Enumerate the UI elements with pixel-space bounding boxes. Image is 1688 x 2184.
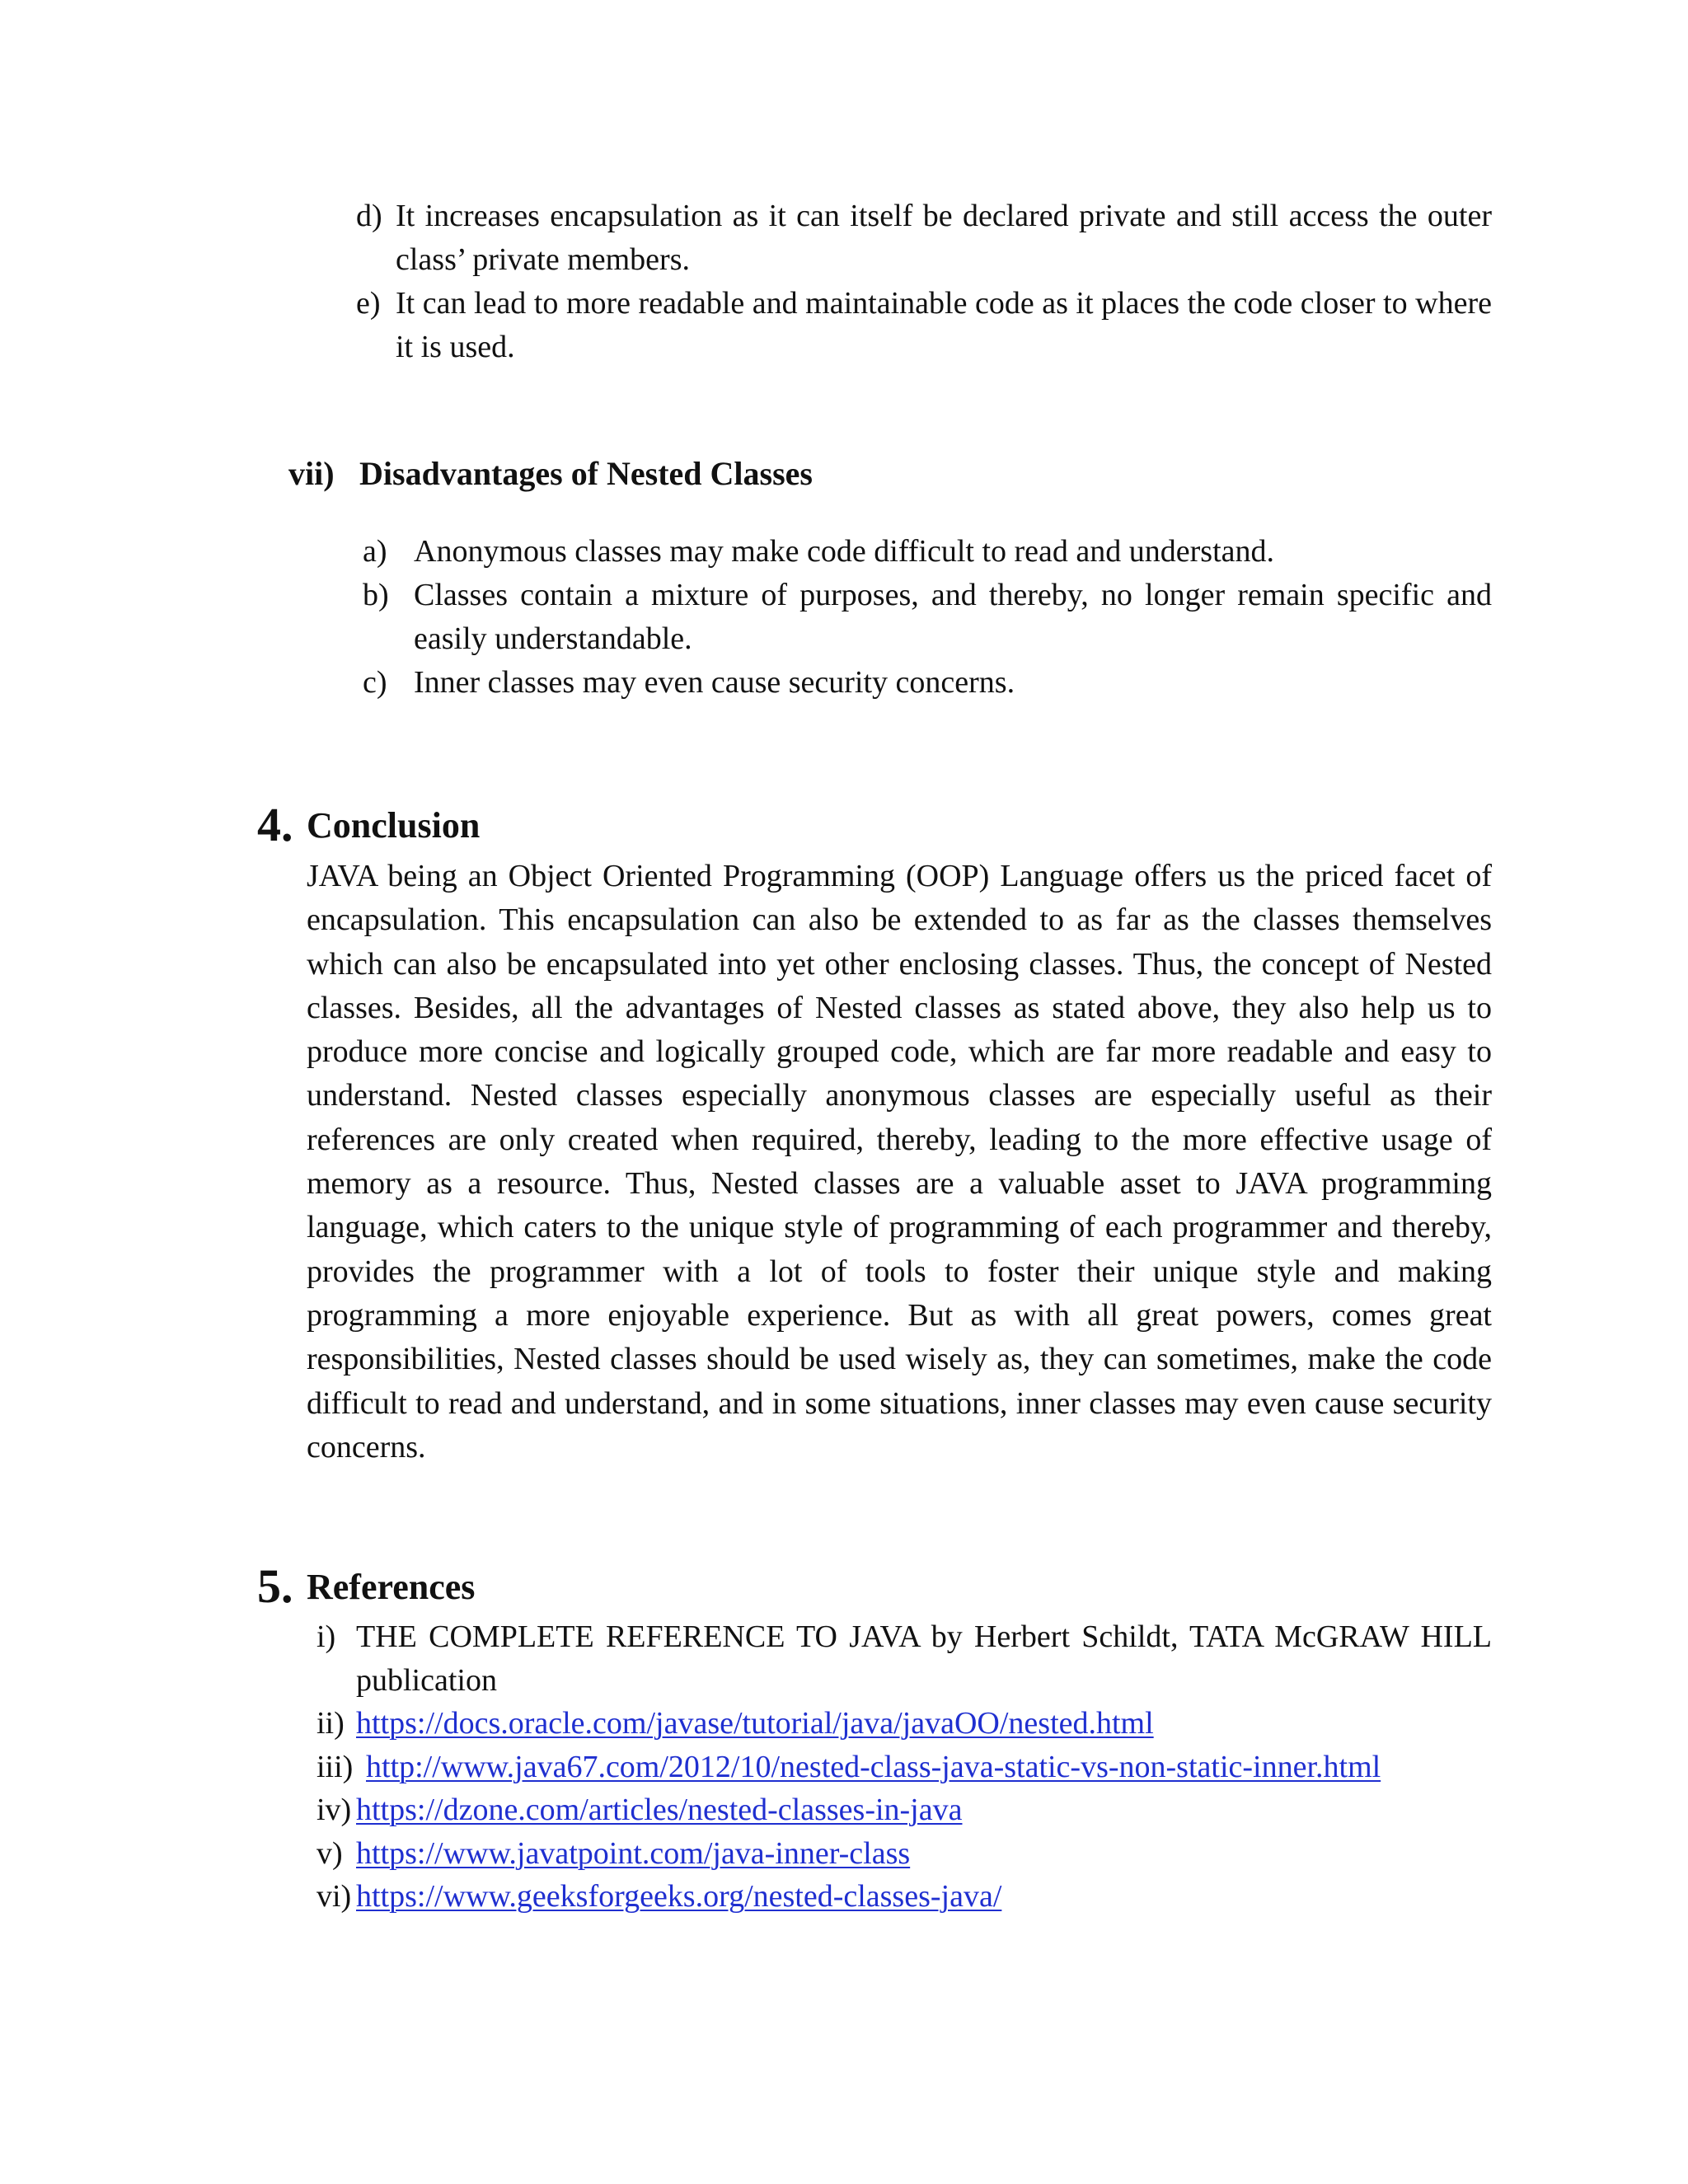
list-item-text: Inner classes may even cause security concerns. (414, 665, 1015, 700)
list-item-text: Anonymous classes may make code difficult to read and understand. (414, 534, 1275, 569)
list-item (363, 661, 1492, 705)
advantages-list-continued (356, 194, 1492, 369)
conclusion-heading: Conclusion (307, 805, 481, 846)
reference-marker: iii) (316, 1749, 354, 1784)
disadvantages-heading (288, 454, 813, 493)
conclusion-paragraph: JAVA being an Object Oriented Programming (OOP) Language offers us the priced facet of encapsulation. This encapsulation can also be extended to as far as the classes themselves which can also be encapsulated into yet other enclosing classes. Thus, the concept of Nested classes. Besides, all the advantages of Nested classes as stated above, they also help us to produce more concise and logically grouped code, which are far more readable and easy to understand. Nested classes especially anonymous classes are especially useful as their references are only created when required, thereby, leading to the more effective usage of memory as a resource. Thus, Nested classes are a valuable asset to JAVA programming language, which caters to the unique style of programming of each programmer and thereby, provides the programmer with a lot of tools to foster their unique style and making programming a more enjoyable experience. But as with all great powers, comes great responsibilities, Nested classes should be used wisely as, they can sometimes, make the code difficult to read and understand, and in some situations, inner classes may even cause security concerns. (307, 859, 1492, 1465)
list-marker: c) (363, 665, 387, 700)
reference-item (316, 1788, 1492, 1832)
reference-link-javatpoint[interactable]: https://www.javatpoint.com/java-inner-class (356, 1835, 911, 1871)
list-marker: e) (356, 286, 381, 321)
reference-link-java67[interactable]: http://www.java67.com/2012/10/nested-class-java-static-vs-non-static-inner.html (366, 1749, 1381, 1784)
references-list (316, 1615, 1492, 1919)
list-item-text: It can lead to more readable and maintainable code as it places the code closer to where it is used. (396, 286, 1492, 364)
list-marker: d) (356, 199, 382, 233)
references-section-number: 5. (257, 1559, 293, 1613)
list-item-text: It increases encapsulation as it can itself be declared private and still access the outer class’ private members. (396, 199, 1492, 277)
reference-item (316, 1746, 1492, 1789)
section-title: Disadvantages of Nested Classes (359, 455, 813, 492)
reference-marker: iv) (316, 1793, 352, 1827)
reference-marker: ii) (316, 1706, 345, 1741)
list-item-text: Classes contain a mixture of purposes, and thereby, no longer remain specific and easily understandable. (414, 578, 1492, 656)
reference-link-geeksforgeeks[interactable]: https://www.geeksforgeeks.org/nested-classes-java/ (356, 1879, 1002, 1914)
reference-marker: i) (316, 1619, 336, 1654)
reference-item (316, 1702, 1492, 1746)
section-number: vii) (288, 455, 335, 492)
reference-link-oracle[interactable]: https://docs.oracle.com/javase/tutorial/java/javaOO/nested.html (356, 1706, 1154, 1741)
list-item (363, 574, 1492, 661)
conclusion-section-number: 4. (257, 798, 293, 851)
list-item (356, 282, 1492, 369)
reference-item (316, 1832, 1492, 1876)
reference-item (316, 1615, 1492, 1702)
disadvantages-list (363, 530, 1492, 705)
list-marker: b) (363, 578, 389, 612)
list-item (363, 530, 1492, 574)
reference-marker: vi) (316, 1879, 352, 1914)
reference-text: THE COMPLETE REFERENCE TO JAVA by Herbert Schildt, TATA McGRAW HILL publication (356, 1619, 1492, 1698)
reference-item (316, 1875, 1492, 1919)
list-item (356, 194, 1492, 282)
list-marker: a) (363, 534, 387, 569)
references-heading: References (307, 1567, 476, 1607)
reference-marker: v) (316, 1835, 343, 1871)
reference-link-dzone[interactable]: https://dzone.com/articles/nested-classes-in-java (356, 1793, 963, 1827)
